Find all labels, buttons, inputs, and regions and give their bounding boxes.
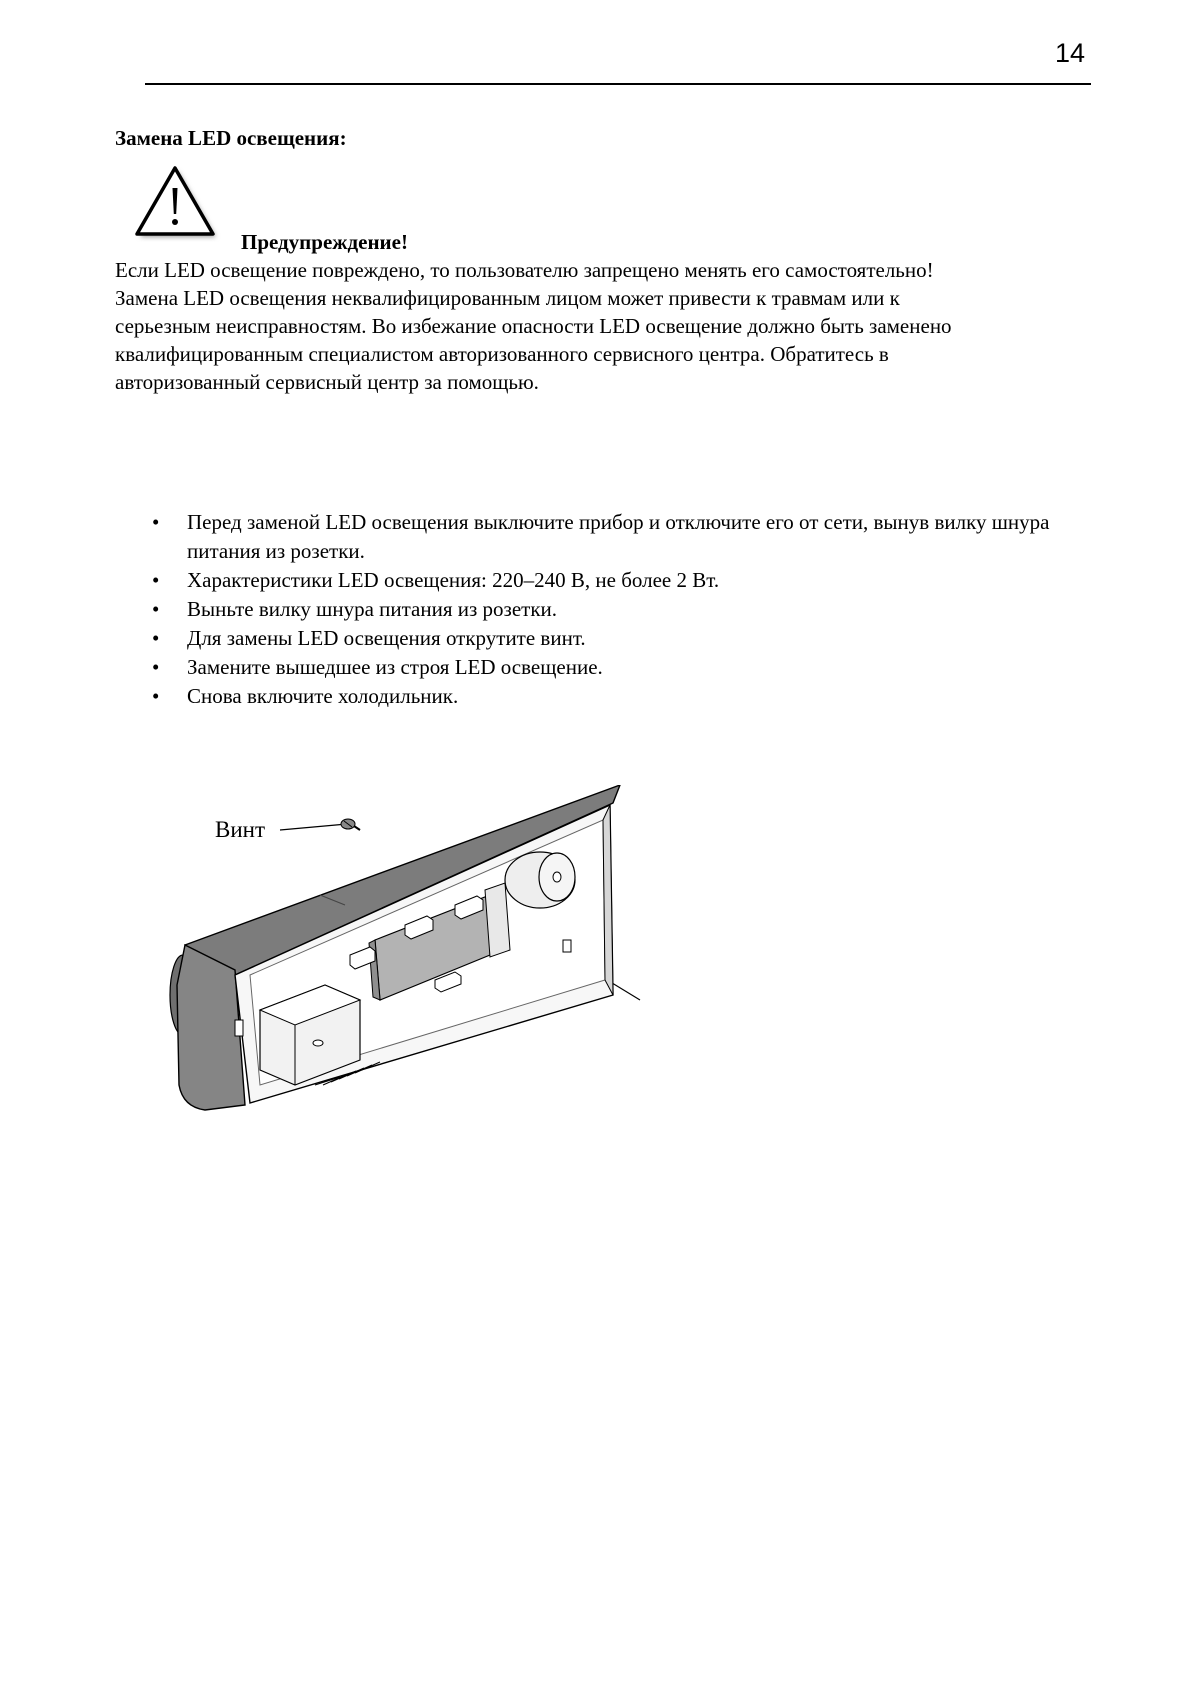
warning-triangle-icon — [135, 162, 233, 242]
list-item: • Выньте вилку шнура питания из розетки. — [115, 595, 1115, 624]
list-item: • Перед заменой LED освещения выключите прибор и отключите его от сети, вынув вилку шнура питания из розетки. — [115, 508, 1115, 566]
screw-leader-line — [280, 824, 347, 830]
warning-line: Замена LED освещения неквалифицированным лицом может привести к травмам или к — [115, 286, 900, 310]
steps-list — [115, 508, 1115, 711]
warning-line: Если LED освещение повреждено, то пользователю запрещено менять его самостоятельно! — [115, 258, 934, 282]
warning-text — [115, 256, 1075, 396]
warning-line: авторизованный сервисный центр за помощью. — [115, 370, 539, 394]
section-title: Замена LED освещения: — [115, 126, 347, 150]
warning-line: квалифицированным специалистом авторизованного сервисного центра. Обратитесь в — [115, 342, 889, 366]
page-number: 14 — [1054, 38, 1085, 68]
screw-icon — [341, 819, 360, 830]
list-item: • Характеристики LED освещения: 220–240 В, не более 2 Вт. — [115, 566, 1115, 595]
warning-line: серьезным неисправностям. Во избежание опасности LED освещение должно быть заменено — [115, 314, 952, 338]
screw-label: Винт — [215, 817, 266, 842]
list-item: • Замените вышедшее из строя LED освещение. — [115, 653, 1115, 682]
header-divider — [145, 83, 1091, 85]
led-housing-illustration — [165, 785, 655, 1120]
list-item: • Снова включите холодильник. — [115, 682, 1115, 711]
warning-title: Предупреждение! — [241, 230, 408, 254]
list-item: • Для замены LED освещения открутите винт. — [115, 624, 1115, 653]
